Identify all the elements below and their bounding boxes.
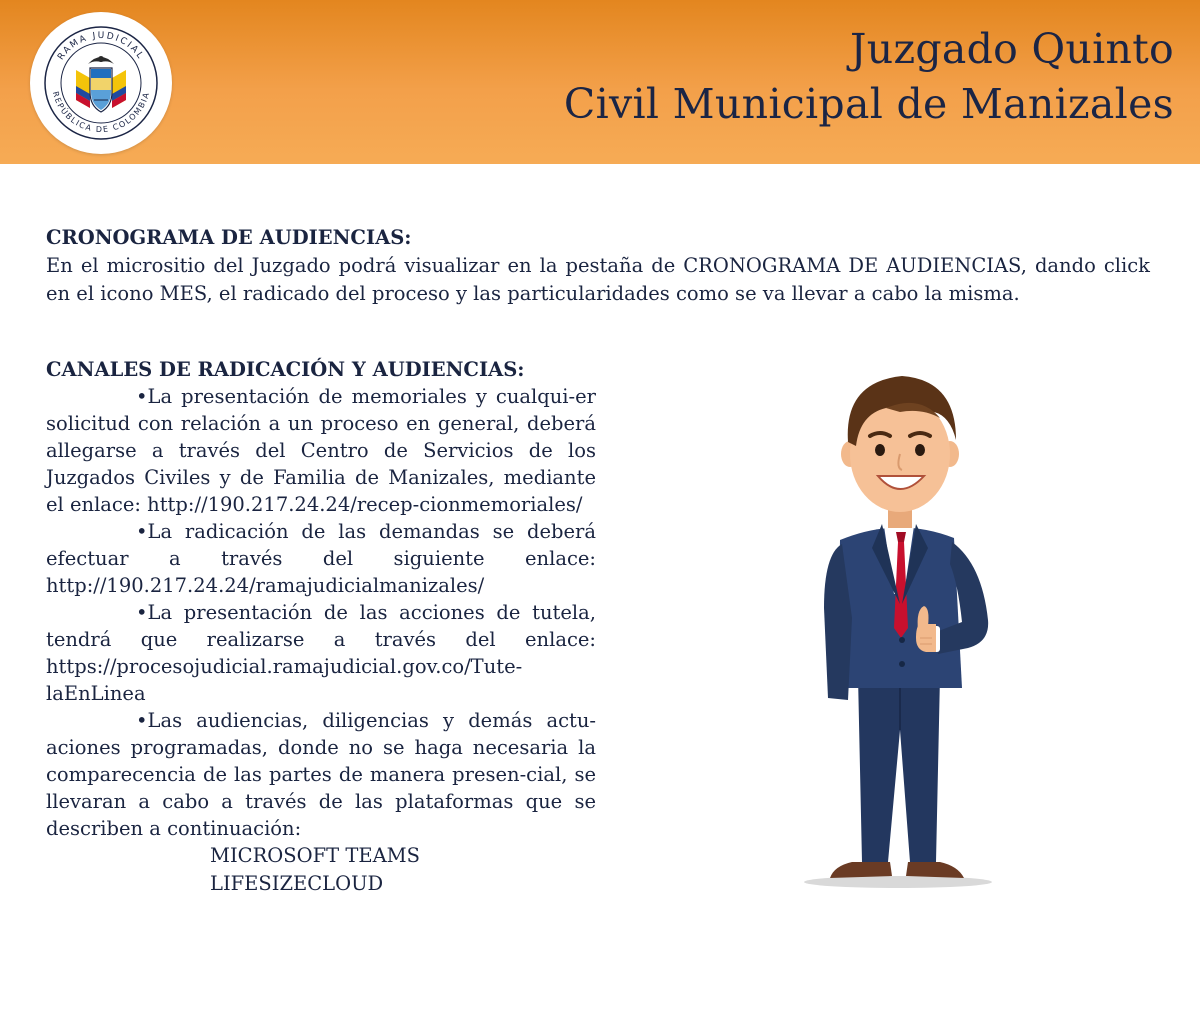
page-header <box>0 0 1200 164</box>
cronograma-heading: CRONOGRAMA DE AUDIENCIAS: <box>46 226 412 249</box>
canales-heading: CANALES DE RADICACIÓN Y AUDIENCIAS: <box>46 358 525 381</box>
cronograma-section <box>46 224 1150 308</box>
platform-lifesize: LIFESIZECLOUD <box>210 872 384 895</box>
businessman-illustration <box>790 358 1020 958</box>
cronograma-text: En el micrositio del Juzgado podrá visualizar en la pestaña de CRONOGRAMA DE AUDIENCIAS, dando click en el icono MES, el radicado del proceso y las particularidades como se va llevar a cabo la misma. <box>46 254 1150 305</box>
businessman-thumbs-up-icon <box>790 358 1020 958</box>
canales-item-demandas: •La radicación de las demandas se deberá efectuar a través del siguiente enlace: http://190.217.24.24/ramajudicialmanizales/ <box>46 520 596 597</box>
canales-item-memoriales: •La presentación de memoriales y cualqui-er solicitud con relación a un proceso en general, deberá allegarse a través del Centro de Servicios de los Juzgados Civiles y de Familia de Manizales, mediante el enlace: http://190.217.24.24/recep-cionmemoriales/ <box>46 385 596 516</box>
platform-teams: MICROSOFT TEAMS <box>210 844 420 867</box>
svg-text:REPÚBLICA DE COLOMBIA: REPÚBLICA DE COLOMBIA <box>50 90 152 135</box>
page-title <box>564 22 1174 132</box>
colombia-coat-of-arms-icon <box>30 12 172 154</box>
rama-judicial-seal <box>30 12 172 154</box>
canales-item-audiencias: •Las audiencias, diligencias y demás actu-aciones programadas, donde no se haga necesaria la comparecencia de las partes de manera presen-cial, se llevaran a cabo a través de las plataformas que se describen a continuación: <box>46 709 596 840</box>
canales-item-tutela: •La presentación de las acciones de tutela, tendrá que realizarse a través del enlace: https://procesojudicial.ramajudicial.gov.co/Tute-laEnLinea <box>46 601 596 705</box>
canales-section <box>46 356 596 898</box>
title-line-2: Civil Municipal de Manizales <box>563 80 1174 128</box>
platform-list <box>210 842 596 898</box>
svg-text:RAMA JUDICIAL: RAMA JUDICIAL <box>56 30 146 63</box>
title-line-1: Juzgado Quinto <box>850 25 1174 73</box>
